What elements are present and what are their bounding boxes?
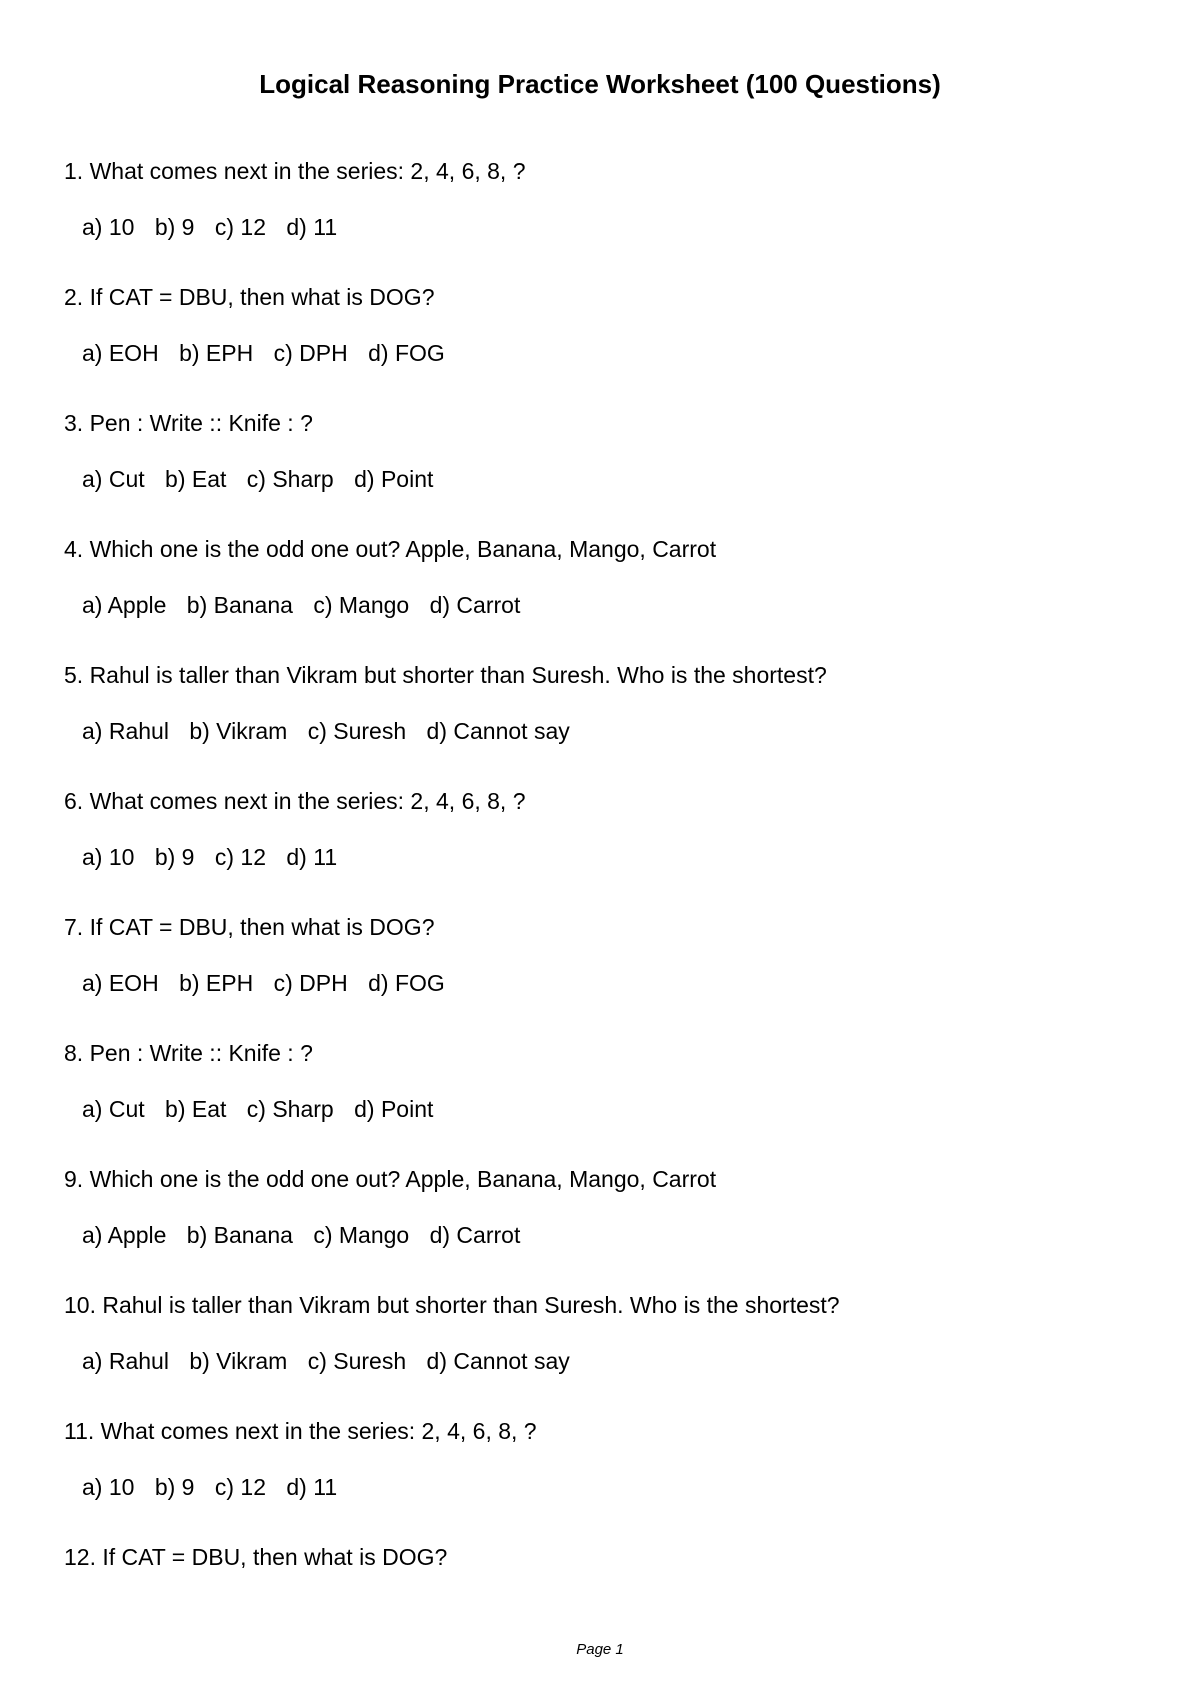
answer-options (64, 1094, 1144, 1124)
option-b: b) 9 (154, 214, 195, 240)
option-d: d) Cannot say (426, 718, 570, 744)
question-text: 2. If CAT = DBU, then what is DOG? (64, 284, 435, 310)
question-text: 4. Which one is the odd one out? Apple, Banana, Mango, Carrot (64, 536, 717, 562)
option-d: d) Point (354, 1096, 434, 1122)
option-a: a) Cut (82, 466, 145, 492)
option-c: c) Sharp (246, 466, 334, 492)
option-d: d) FOG (368, 970, 445, 996)
question-item (64, 408, 1144, 534)
answer-options (64, 842, 1144, 872)
answer-options (64, 338, 1144, 368)
question-item (64, 1416, 1144, 1542)
question-item (64, 1164, 1144, 1290)
option-b: b) Eat (165, 466, 227, 492)
question-text: 5. Rahul is taller than Vikram but shorter than Suresh. Who is the shortest? (64, 662, 827, 688)
option-c: c) Suresh (307, 1348, 407, 1374)
question-text: 7. If CAT = DBU, then what is DOG? (64, 914, 435, 940)
page-title: Logical Reasoning Practice Worksheet (100 Questions) (259, 69, 941, 99)
answer-options (64, 1346, 1144, 1376)
question-item (64, 786, 1144, 912)
option-c: c) Mango (313, 1222, 410, 1248)
option-d: d) FOG (368, 340, 445, 366)
question-item (64, 660, 1144, 786)
option-d: d) Cannot say (426, 1348, 570, 1374)
question-text: 1. What comes next in the series: 2, 4, 6, 8, ? (64, 158, 526, 184)
option-b: b) Banana (186, 1222, 293, 1248)
question-text: 11. What comes next in the series: 2, 4, 6, 8, ? (64, 1418, 537, 1444)
question-text: 12. If CAT = DBU, then what is DOG? (64, 1544, 448, 1570)
answer-options (64, 1472, 1144, 1502)
question-text: 3. Pen : Write :: Knife : ? (64, 410, 313, 436)
question-text: 10. Rahul is taller than Vikram but shorter than Suresh. Who is the shortest? (64, 1292, 840, 1318)
question-list (64, 156, 1144, 1668)
option-a: a) 10 (82, 844, 135, 870)
answer-options (64, 212, 1144, 242)
option-b: b) 9 (154, 1474, 195, 1500)
question-item (64, 1290, 1144, 1416)
option-c: c) DPH (273, 340, 348, 366)
question-text: 6. What comes next in the series: 2, 4, 6, 8, ? (64, 788, 526, 814)
option-a: a) EOH (82, 340, 159, 366)
option-b: b) 9 (154, 844, 195, 870)
option-b: b) Banana (186, 592, 293, 618)
option-c: c) Mango (313, 592, 410, 618)
option-d: d) Carrot (429, 1222, 521, 1248)
page-number: Page 1 (576, 1641, 624, 1658)
option-a: a) EOH (82, 970, 159, 996)
question-item (64, 534, 1144, 660)
answer-options (64, 464, 1144, 494)
option-a: a) Rahul (82, 1348, 169, 1374)
option-a: a) Rahul (82, 718, 169, 744)
option-d: d) Carrot (429, 592, 521, 618)
question-item (64, 156, 1144, 282)
option-c: c) 12 (214, 844, 266, 870)
option-c: c) 12 (214, 214, 266, 240)
option-a: a) 10 (82, 214, 135, 240)
question-text: 9. Which one is the odd one out? Apple, Banana, Mango, Carrot (64, 1166, 717, 1192)
option-d: d) Point (354, 466, 434, 492)
option-a: a) Cut (82, 1096, 145, 1122)
answer-options (64, 1220, 1144, 1250)
option-d: d) 11 (286, 844, 338, 870)
option-a: a) Apple (82, 1222, 167, 1248)
option-b: b) Vikram (189, 1348, 288, 1374)
answer-options (64, 716, 1144, 746)
question-text: 8. Pen : Write :: Knife : ? (64, 1040, 313, 1066)
option-c: c) 12 (214, 1474, 266, 1500)
question-item (64, 282, 1144, 408)
option-b: b) EPH (179, 970, 254, 996)
option-b: b) Eat (165, 1096, 227, 1122)
option-b: b) Vikram (189, 718, 288, 744)
answer-options (64, 590, 1144, 620)
answer-options (64, 968, 1144, 998)
option-c: c) Suresh (307, 718, 407, 744)
question-item (64, 1038, 1144, 1164)
option-a: a) Apple (82, 592, 167, 618)
option-b: b) EPH (179, 340, 254, 366)
option-d: d) 11 (286, 214, 338, 240)
option-d: d) 11 (286, 1474, 338, 1500)
question-item (64, 912, 1144, 1038)
option-c: c) DPH (273, 970, 348, 996)
option-c: c) Sharp (246, 1096, 334, 1122)
option-a: a) 10 (82, 1474, 135, 1500)
